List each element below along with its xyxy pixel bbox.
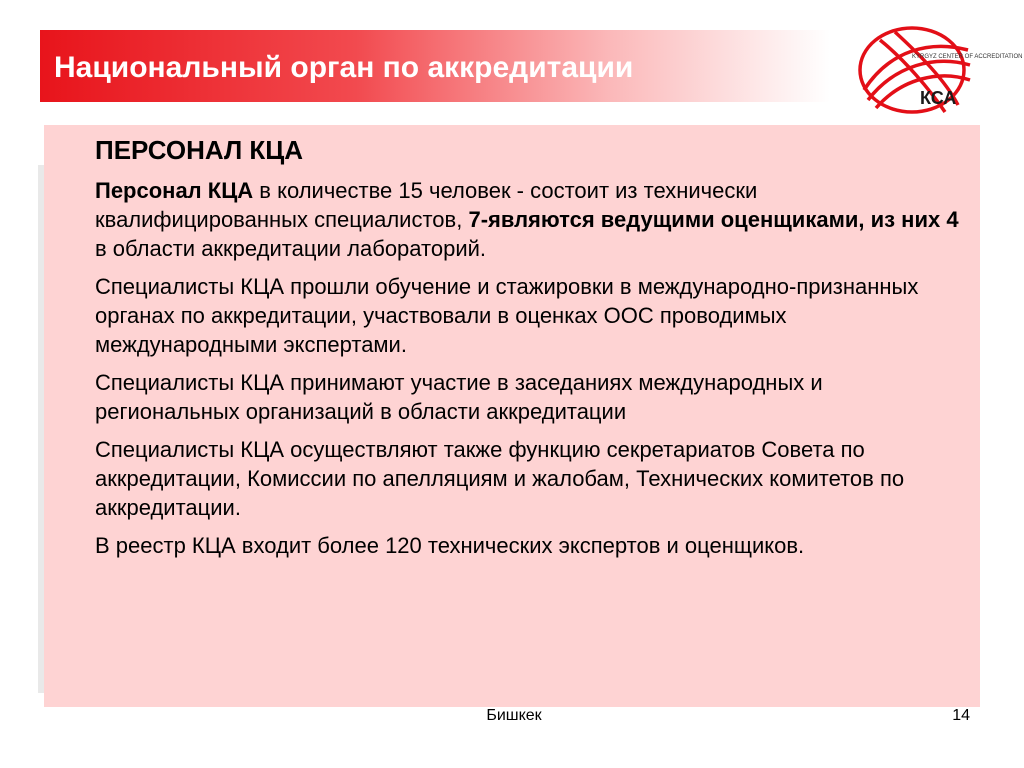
paragraph-staff [95, 176, 965, 263]
logo-text: КСА [920, 88, 957, 108]
logo-ring-text: KYRGYZ CENTER OF ACCREDITATION [912, 54, 1023, 60]
footer-city: Бишкек [486, 707, 542, 724]
slide-body [95, 134, 965, 569]
kca-logo-icon [850, 20, 1023, 120]
kca-logo [850, 20, 1023, 120]
staff-text: в количестве 15 человек - состоит из технически квалифицированных специалистов, [95, 178, 758, 232]
paragraph-meetings: Специалисты КЦА принимают участие в заседаниях международных и региональных организаций в области аккредитации [95, 370, 823, 424]
paragraph-registry: В реестр КЦА входит более 120 технических экспертов и оценщиков. [95, 533, 805, 558]
section-heading: ПЕРСОНАЛ КЦА [95, 135, 304, 165]
staff-label: Персонал КЦА [95, 178, 254, 203]
paragraph-secretariats: Специалисты КЦА осуществляют также функцию секретариатов Совета по аккредитации, Комиссии по апелляциям и жалобам, Технических комитетов по аккредитации. [95, 437, 905, 520]
lead-assessors-text: 7-являются ведущими оценщиками, из них 4 [468, 207, 959, 232]
paragraph-training: Специалисты КЦА прошли обучение и стажировки в международно-признанных органах по аккредитации, участвовали в оценках ООС проводимых международными экспертами. [95, 274, 919, 357]
slide-title: Национальный орган по аккредитации [54, 51, 634, 84]
page-number: 14 [952, 707, 970, 724]
labs-text: в области аккредитации лабораторий. [95, 236, 487, 261]
